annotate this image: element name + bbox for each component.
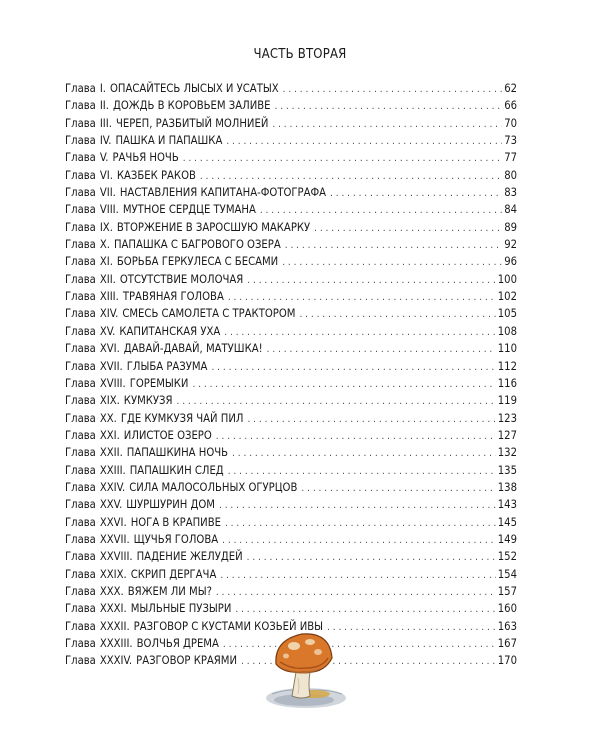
mushroom-illustration-icon: [258, 618, 354, 718]
chapter-title: ВТОРЖЕНИЕ В ЗАРОСШУЮ МАКАРКУ: [116, 220, 311, 234]
chapter-page-number: 160: [497, 602, 517, 616]
chapter-title: ГДЕ КУМКУЗЯ ЧАЙ ПИЛ: [120, 411, 244, 425]
chapter-page-number: 80: [504, 168, 517, 182]
chapter-page-number: 145: [497, 515, 517, 529]
chapter-page-number: 152: [497, 550, 517, 564]
toc-entry: [65, 167, 517, 184]
chapter-prefix: Глава: [65, 602, 96, 616]
chapter-prefix: Глава: [65, 324, 96, 338]
chapter-label: [65, 375, 188, 392]
chapter-label: [65, 392, 173, 409]
dot-leader: [216, 584, 496, 601]
chapter-number: XXV.: [99, 498, 123, 512]
chapter-number: XXXIII.: [99, 637, 133, 650]
chapter-page-number: 110: [497, 342, 517, 356]
chapter-page-number: 89: [504, 220, 517, 234]
chapter-page-number: 127: [497, 428, 517, 442]
chapter-title: ДОЖДЬ В КОРОВЬЕМ ЗАЛИВЕ: [112, 99, 271, 113]
chapter-number: XXXIV.: [99, 654, 133, 668]
chapter-title: КУМКУЗЯ: [123, 394, 173, 408]
toc-entry: [65, 496, 517, 513]
chapter-label: [65, 253, 278, 270]
chapter-number: XXI.: [99, 428, 120, 442]
toc-entry: [65, 115, 517, 132]
chapter-prefix: Глава: [65, 567, 96, 581]
chapter-page-number: 66: [504, 99, 517, 113]
chapter-number: XXX.: [99, 584, 124, 598]
chapter-number: XXVI.: [99, 515, 127, 529]
dot-leader: [260, 202, 502, 219]
chapter-number: XVII.: [99, 359, 123, 373]
chapter-prefix: Глава: [65, 203, 96, 217]
dot-leader: [220, 567, 495, 584]
chapter-prefix: Глава: [65, 394, 96, 408]
chapter-label: [65, 97, 270, 114]
chapter-number: XXIV.: [99, 480, 126, 494]
chapter-page-number: 108: [497, 324, 517, 338]
chapter-prefix: Глава: [65, 446, 96, 460]
chapter-label: [65, 115, 268, 132]
chapter-page-number: 149: [497, 532, 517, 546]
chapter-prefix: Глава: [65, 255, 96, 269]
chapter-title: СМЕСЬ САМОЛЕТА С ТРАКТОРОМ: [122, 307, 296, 321]
chapter-number: XX.: [99, 411, 117, 425]
toc-entry: [65, 444, 517, 461]
chapter-prefix: Глава: [65, 359, 96, 373]
chapter-label: [65, 514, 221, 531]
chapter-page-number: 138: [497, 480, 517, 494]
chapter-number: VIII.: [99, 203, 119, 217]
chapter-title: ЧЕРЕП, РАЗБИТЫЙ МОЛНИЕЙ: [115, 116, 269, 130]
dot-leader: [200, 168, 502, 185]
chapter-label: [65, 531, 218, 548]
chapter-label: [65, 358, 207, 375]
chapter-label: [65, 167, 196, 184]
chapter-title: ГОРЕМЫКИ: [129, 376, 189, 390]
toc-entry: [65, 253, 517, 270]
chapter-page-number: 170: [497, 654, 517, 668]
dot-leader: [226, 133, 502, 150]
chapter-number: XXVII.: [99, 532, 130, 546]
chapter-prefix: Глава: [65, 220, 96, 234]
chapter-prefix: Глава: [65, 151, 96, 165]
dot-leader: [232, 445, 496, 462]
chapter-page-number: 73: [504, 134, 517, 148]
chapter-prefix: Глава: [65, 307, 96, 321]
dot-leader: [228, 463, 496, 480]
chapter-prefix: Глава: [65, 272, 96, 286]
chapter-label: [65, 410, 243, 427]
dot-leader: [314, 220, 502, 237]
chapter-number: XV.: [99, 324, 116, 338]
chapter-prefix: Глава: [65, 116, 96, 130]
toc-entry: [65, 184, 517, 201]
chapter-number: IX.: [99, 220, 113, 234]
chapter-label: [65, 479, 297, 496]
toc-entry: [65, 80, 517, 97]
toc-entry: [65, 583, 517, 600]
chapter-number: I.: [99, 82, 107, 95]
chapter-prefix: Глава: [65, 515, 96, 529]
chapter-label: [65, 288, 224, 305]
chapter-title: МЫЛЬНЫЕ ПУЗЫРИ: [130, 602, 232, 616]
dot-leader: [235, 601, 495, 618]
toc-entry: [65, 271, 517, 288]
chapter-title: ПАПАШКА С БАГРОВОГО ОЗЕРА: [113, 238, 281, 252]
chapter-number: XXII.: [99, 446, 123, 460]
chapter-number: XI.: [99, 255, 113, 269]
toc-entry: [65, 462, 517, 479]
chapter-label: [65, 219, 310, 236]
dot-leader: [301, 480, 495, 497]
chapter-page-number: 70: [504, 116, 517, 130]
chapter-page-number: 123: [497, 411, 517, 425]
chapter-prefix: Глава: [65, 498, 96, 512]
chapter-page-number: 96: [504, 255, 517, 269]
chapter-page-number: 84: [504, 203, 517, 217]
chapter-page-number: 112: [497, 359, 517, 373]
dot-leader: [228, 289, 496, 306]
chapter-prefix: Глава: [65, 168, 96, 182]
chapter-number: XVIII.: [99, 376, 126, 390]
chapter-label: [65, 201, 256, 218]
dot-leader: [225, 515, 496, 532]
chapter-title: ВОЛЧЬЯ ДРЕМА: [136, 637, 219, 650]
chapter-number: XIII.: [99, 290, 119, 304]
chapter-page-number: 157: [497, 584, 517, 598]
chapter-number: XXVIII.: [99, 550, 133, 564]
chapter-title: РАЗГОВОР С КУСТАМИ КОЗЬЕЙ ИВЫ: [133, 619, 324, 633]
chapter-number: VI.: [99, 168, 113, 182]
chapter-prefix: Глава: [65, 99, 96, 113]
chapter-label: [65, 340, 263, 357]
dot-leader: [285, 237, 502, 254]
chapter-prefix: Глава: [65, 134, 96, 148]
dot-leader: [216, 428, 496, 445]
chapter-title: ОТСУТСТВИЕ МОЛОЧАЯ: [119, 272, 244, 286]
toc-entry: [65, 548, 517, 565]
dot-leader: [224, 324, 496, 341]
table-of-contents: [65, 80, 517, 670]
chapter-label: [65, 652, 237, 669]
chapter-number: XXIX.: [99, 567, 127, 581]
chapter-page-number: 167: [497, 637, 517, 650]
toc-entry: [65, 427, 517, 444]
chapter-label: [65, 635, 219, 652]
chapter-page-number: 154: [497, 567, 517, 581]
chapter-page-number: 119: [497, 394, 517, 408]
dot-leader: [299, 306, 495, 323]
dot-leader: [272, 116, 502, 133]
chapter-prefix: Глава: [65, 238, 96, 252]
chapter-title: МУТНОЕ СЕРДЦЕ ТУМАНА: [122, 203, 256, 217]
chapter-title: ДАВАЙ-ДАВАЙ, МАТУШКА!: [123, 342, 263, 356]
dot-leader: [274, 98, 502, 115]
dot-leader: [282, 254, 502, 271]
chapter-page-number: 100: [497, 272, 517, 286]
toc-entry: [65, 132, 517, 149]
toc-entry: [65, 358, 517, 375]
chapter-label: [65, 548, 243, 565]
toc-entry: [65, 97, 517, 114]
chapter-label: [65, 132, 222, 149]
chapter-label: [65, 149, 179, 166]
chapter-title: НАСТАВЛЕНИЯ КАПИТАНА-ФОТОГРАФА: [119, 186, 327, 200]
chapter-title: ИЛИСТОЕ ОЗЕРО: [123, 428, 212, 442]
dot-leader: [247, 272, 495, 289]
dot-leader: [247, 411, 495, 428]
chapter-prefix: Глава: [65, 428, 96, 442]
chapter-prefix: Глава: [65, 290, 96, 304]
dot-leader: [222, 532, 496, 549]
toc-entry: [65, 305, 517, 322]
chapter-page-number: 105: [497, 307, 517, 321]
chapter-prefix: Глава: [65, 376, 96, 390]
chapter-prefix: Глава: [65, 550, 96, 564]
toc-entry: [65, 236, 517, 253]
chapter-page-number: 62: [504, 82, 517, 95]
chapter-title: РАЗГОВОР КРАЯМИ: [136, 654, 237, 668]
chapter-label: [65, 427, 212, 444]
chapter-number: IV.: [99, 134, 112, 148]
chapter-title: КАПИТАНСКАЯ УХА: [119, 324, 221, 338]
chapter-prefix: Глава: [65, 532, 96, 546]
toc-entry: [65, 600, 517, 617]
chapter-title: ОПАСАЙТЕСЬ ЛЫСЫХ И УСАТЫХ: [110, 82, 279, 95]
chapter-page-number: 92: [504, 238, 517, 252]
dot-leader: [177, 393, 496, 410]
toc-entry: [65, 340, 517, 357]
chapter-number: VII.: [99, 186, 116, 200]
chapter-label: [65, 566, 216, 583]
chapter-number: V.: [99, 151, 109, 165]
chapter-prefix: Глава: [65, 637, 96, 650]
toc-entry: [65, 149, 517, 166]
chapter-prefix: Глава: [65, 411, 96, 425]
chapter-label: [65, 444, 228, 461]
chapter-title: ШУРШУРИН ДОМ: [126, 498, 215, 512]
dot-leader: [267, 341, 496, 358]
chapter-title: ПАПАШКИНА НОЧЬ: [126, 446, 229, 460]
chapter-title: БОРЬБА ГЕРКУЛЕСА С БЕСАМИ: [116, 255, 279, 269]
chapter-prefix: Глава: [65, 82, 96, 95]
dot-leader: [283, 81, 503, 98]
chapter-title: ПАДЕНИЕ ЖЕЛУДЕЙ: [136, 550, 243, 564]
chapter-prefix: Глава: [65, 584, 96, 598]
chapter-label: [65, 600, 231, 617]
toc-entry: [65, 410, 517, 427]
chapter-label: [65, 271, 243, 288]
chapter-title: НОГА В КРАПИВЕ: [130, 515, 221, 529]
dot-leader: [247, 549, 496, 566]
chapter-page-number: 102: [497, 290, 517, 304]
chapter-title: РАЧЬЯ НОЧЬ: [112, 151, 179, 165]
toc-entry: [65, 479, 517, 496]
chapter-page-number: 143: [497, 498, 517, 512]
chapter-page-number: 132: [497, 446, 517, 460]
dot-leader: [330, 185, 502, 202]
chapter-label: [65, 323, 220, 340]
chapter-label: [65, 496, 215, 513]
chapter-page-number: 116: [497, 376, 517, 390]
toc-entry: [65, 219, 517, 236]
chapter-number: XVI.: [99, 342, 120, 356]
chapter-prefix: Глава: [65, 480, 96, 494]
chapter-label: [65, 583, 212, 600]
chapter-page-number: 135: [497, 463, 517, 477]
toc-entry: [65, 375, 517, 392]
chapter-number: II.: [99, 99, 109, 113]
chapter-prefix: Глава: [65, 342, 96, 356]
chapter-prefix: Глава: [65, 463, 96, 477]
chapter-number: III.: [99, 116, 112, 130]
chapter-label: [65, 462, 224, 479]
chapter-label: [65, 80, 279, 97]
chapter-title: ПАПАШКИН СЛЕД: [129, 463, 224, 477]
chapter-title: СКРИП ДЕРГАЧА: [130, 567, 217, 581]
chapter-page-number: 83: [504, 186, 517, 200]
dot-leader: [183, 150, 502, 167]
chapter-title: ВЯЖЕМ ЛИ МЫ?: [127, 584, 212, 598]
chapter-title: КАЗБЕК РАКОВ: [116, 168, 196, 182]
toc-entry: [65, 392, 517, 409]
chapter-number: XIV.: [99, 307, 119, 321]
chapter-number: XXXII.: [99, 619, 130, 633]
chapter-page-number: 163: [497, 619, 517, 633]
chapter-page-number: 77: [504, 151, 517, 165]
chapter-number: XII.: [99, 272, 116, 286]
chapter-title: ПАШКА И ПАПАШКА: [115, 134, 223, 148]
toc-entry: [65, 288, 517, 305]
chapter-label: [65, 184, 326, 201]
chapter-number: XIX.: [99, 394, 120, 408]
chapter-title: СИЛА МАЛОСОЛЬНЫХ ОГУРЦОВ: [129, 480, 298, 494]
chapter-title: ЩУЧЬЯ ГОЛОВА: [133, 532, 219, 546]
chapter-prefix: Глава: [65, 654, 96, 668]
dot-leader: [219, 497, 496, 514]
toc-entry: [65, 514, 517, 531]
chapter-label: [65, 236, 281, 253]
chapter-number: XXXI.: [99, 602, 127, 616]
toc-entry: [65, 531, 517, 548]
part-title: ЧАСТЬ ВТОРАЯ: [253, 47, 347, 62]
chapter-number: X.: [99, 238, 110, 252]
dot-leader: [192, 376, 495, 393]
toc-entry: [65, 201, 517, 218]
chapter-prefix: Глава: [65, 186, 96, 200]
chapter-number: XXIII.: [99, 463, 126, 477]
dot-leader: [211, 359, 495, 376]
chapter-title: ТРАВЯНАЯ ГОЛОВА: [122, 290, 224, 304]
chapter-label: [65, 305, 295, 322]
toc-entry: [65, 566, 517, 583]
chapter-prefix: Глава: [65, 619, 96, 633]
toc-entry: [65, 323, 517, 340]
chapter-title: ГЛЫБА РАЗУМА: [126, 359, 208, 373]
